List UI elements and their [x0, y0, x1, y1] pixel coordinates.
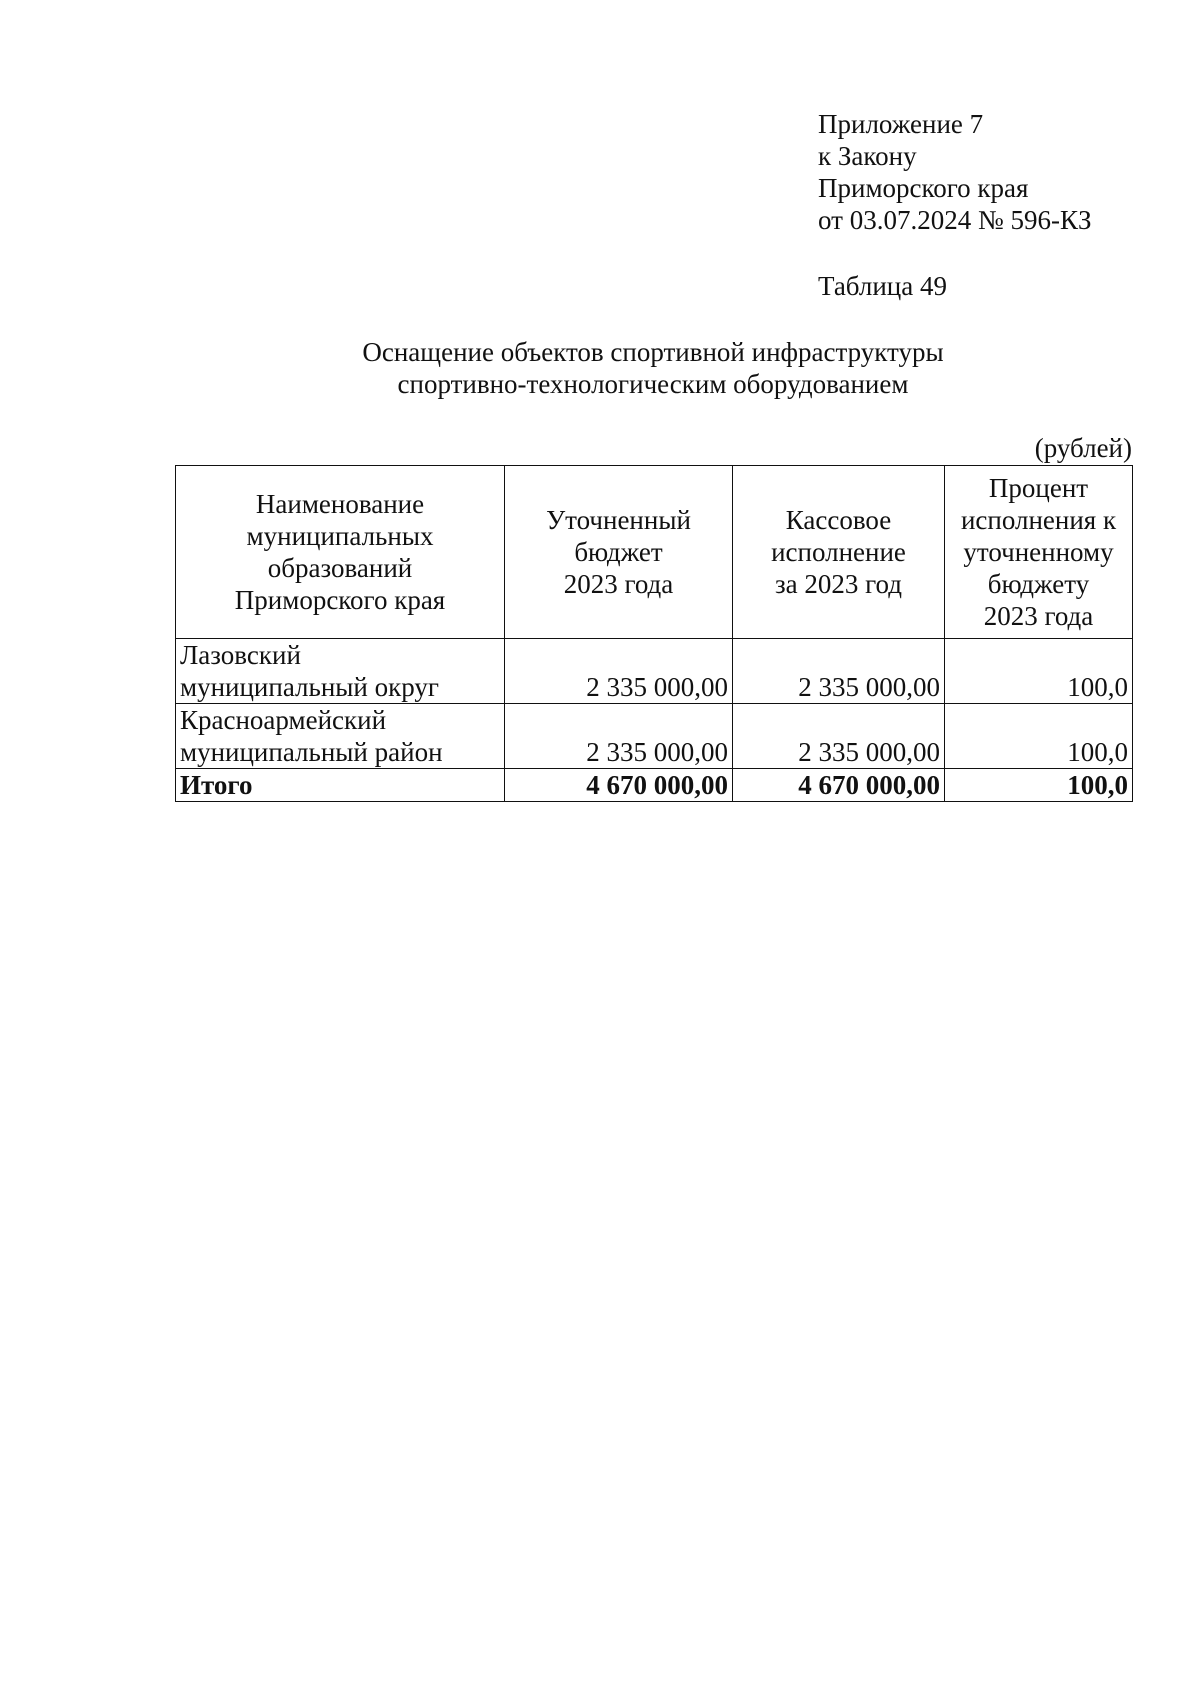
table-number: Таблица 49 [818, 271, 947, 301]
header-text-line: 2023 года [563, 569, 674, 599]
table-row [176, 639, 1133, 704]
cell-total-execution: 4 670 000,00 [733, 769, 945, 802]
cell-execution: 2 335 000,00 [733, 639, 945, 704]
appendix-line-2: к Закону [818, 141, 917, 171]
title-line-2: спортивно-технологическим оборудованием [397, 369, 909, 399]
cell-percent: 100,0 [945, 704, 1133, 769]
header-municipality [176, 466, 505, 639]
header-text-line: Уточненный [546, 505, 691, 535]
appendix-line-4: от 03.07.2024 № 596-КЗ [818, 205, 1092, 235]
header-text-line: за 2023 год [774, 569, 902, 599]
header-text-line: исполнение [771, 537, 906, 567]
cell-budget: 2 335 000,00 [505, 704, 733, 769]
header-text-line: уточненному [963, 537, 1114, 567]
title-line-1: Оснащение объектов спортивной инфраструктуры [362, 337, 944, 367]
header-text-line: Процент [988, 473, 1089, 503]
cell-budget: 2 335 000,00 [505, 639, 733, 704]
header-budget [505, 466, 733, 639]
budget-table [175, 465, 1133, 802]
table-header-row [176, 466, 1133, 639]
header-text-line: муниципальных [246, 521, 434, 551]
header-text-line: Кассовое [785, 505, 892, 535]
cell-text-line: Лазовский [180, 640, 301, 670]
cell-total-budget: 4 670 000,00 [505, 769, 733, 802]
header-execution [733, 466, 945, 639]
cell-percent: 100,0 [945, 639, 1133, 704]
header-percent [945, 466, 1133, 639]
cell-text-line: Красноармейский [180, 705, 387, 735]
header-text-line: образований [267, 553, 413, 583]
cell-total-percent: 100,0 [945, 769, 1133, 802]
header-text-line: исполнения к [960, 505, 1117, 535]
appendix-line-1: Приложение 7 [818, 109, 984, 139]
units-label: (рублей) [1034, 433, 1132, 463]
cell-municipality [176, 704, 505, 769]
cell-text-line: муниципальный район [180, 737, 443, 767]
document-title [175, 336, 1131, 400]
cell-text-line: муниципальный округ [180, 672, 439, 702]
header-text-line: бюджет [574, 537, 663, 567]
header-text-line: бюджету [987, 569, 1090, 599]
cell-execution: 2 335 000,00 [733, 704, 945, 769]
table-total-row [176, 769, 1133, 802]
header-text-line: Приморского края [234, 585, 446, 615]
cell-total-label: Итого [176, 769, 505, 802]
header-text-line: Наименование [255, 489, 425, 519]
appendix-block [818, 108, 1091, 236]
appendix-line-3: Приморского края [818, 173, 1029, 203]
header-text-line: 2023 года [983, 601, 1094, 631]
cell-municipality [176, 639, 505, 704]
table-row [176, 704, 1133, 769]
